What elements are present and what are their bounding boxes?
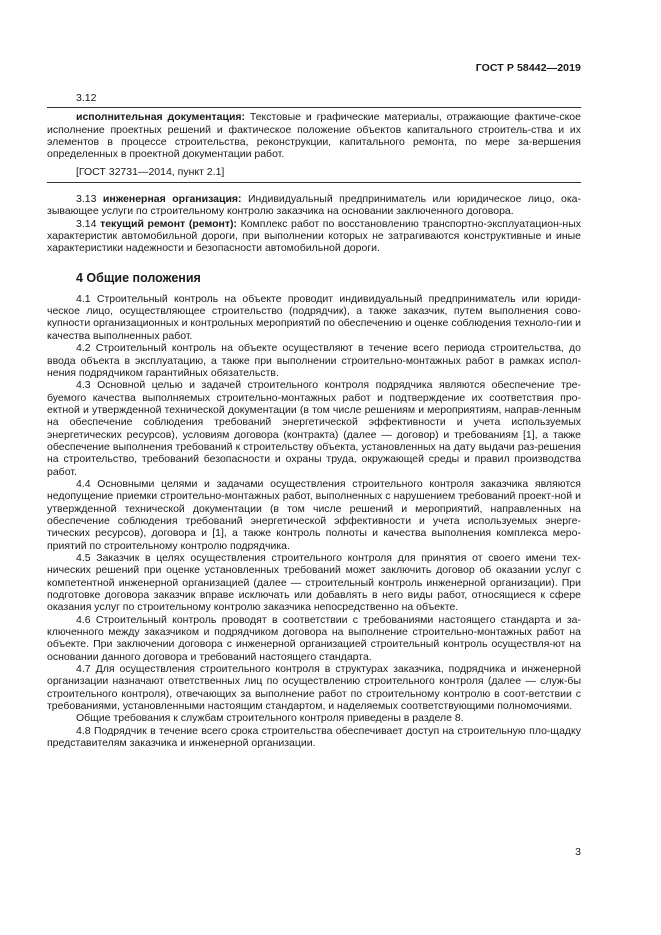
term-3-12-reference: [ГОСТ 32731—2014, пункт 2.1] [76,165,225,178]
term-3-14-text: Комплекс работ по восстановлению транспортно-эксплуатацион-ных характеристик автомобильной дороги, при выполнении которых не затрагиваются конструктивные и иные характеристики надежности и безопасности автомобильной дороги. [47,217,581,255]
paragraph-4-3: 4.3 Основной целью и задачей строительного контроля подрядчика являются обеспечение тре-буемого качества выполняемых строительно-монтажных работ и подтверждение их соответствия про-ектной и утвержденной технической документации (в том числе решениям и мероприятиям, направ-ленным на обеспечение соблюдения требований энергетической эффективности и учета используемых энергетических ресурсов), условиям договора (контракта) (далее — договор) и требованиям [1], а также обеспечение выполнения требований к строительству объекта, установленных на дату выдачи раз-решения на строительство, требований безопасности и охраны труда, окружающей среды и правил производства работ. [47,379,581,478]
paragraph-4-7-note: Общие требования к службам строительного контроля приведены в разделе 8. [76,712,464,725]
term-3-14 [47,218,581,255]
term-3-13-text: Индивидуальный предприниматель или юридическое лицо, ока-зывающее услуги по строительному контролю заказчика на основании заключенного договора. [47,193,581,218]
paragraph-4-6: 4.6 Строительный контроль проводят в соответствии с требованиями настоящего стандарта и за-ключенного между заказчиком и подрядчиком договора на выполнение строительно-монтажных работ на объекте. При заключении договора с инженерной организацией строительный контроль осуществля-ют на основании данного договора и требований настоящего стандарта. [47,613,581,663]
term-3-12-text: Текстовые и графические материалы, отражающие фактиче-ское исполнение проектных решений и фактическое положение объектов капитального строитель-ства и их элементов в процессе строительства, реконструкции, капитального ремонта, по мере за-вершения определенных в проектной документации работ. [47,111,581,161]
section-title: 4 Общие положения [76,270,201,285]
term-3-13-number: 3.13 [76,193,103,206]
paragraph-4-1: 4.1 Строительный контроль на объекте проводит индивидуальный предприниматель или юриди-ческое лицо, осуществляющее строительство (подрядчик), а также заказчик, путем выполнения сово-купности организационных и контрольных мероприятий по обеспечению и оценке соблюдения техноло-гии и качества выполненных работ. [47,292,581,342]
term-3-12-number: 3.12 [76,92,97,104]
paragraph-4-5: 4.5 Заказчик в целях осуществления строительного контроля для принятия от своего имени тех-нических решений при оценке установленных требований может заключить договор об оказании услуг с компетентной инженерной организацией (далее — строительный контроль инженерной организации). При подготовке договора заказчик вправе исключать или добавлять в него виды работ, относящиеся к сфере оказания услуг по строительному контролю заказчика непосредственно на объекте. [47,552,581,614]
page-content [47,92,581,750]
term-3-13 [47,193,581,218]
term-3-12-box [47,107,581,183]
document-code: ГОСТ Р 58442—2019 [475,62,581,74]
page-number: 3 [575,846,581,858]
paragraph-4-2: 4.2 Строительный контроль на объекте осуществляют в течение всего периода строительства, до ввода объекта в эксплуатацию, а также при выполнении строительно-монтажных работ в рамках испол-нения подрядчиком гарантийных обязательств. [47,342,581,379]
term-3-13-term: инженерная организация: [102,193,242,206]
paragraph-4-8: 4.8 Подрядчик в течение всего срока строительства обеспечивает доступ на строительную пло-щадку представителям заказчика и инженерной организации. [47,724,581,750]
paragraph-4-7: 4.7 Для осуществления строительного контроля в структурах заказчика, подрядчика и инженерной организации назначают ответственных лиц по осуществлению строительного контроля (далее — служ-бы строительного контроля), отвечающих за выполнение работ по строительному контролю в соот-ветствии с требованиями, установленными настоящим стандартом, и наделяемых соответствующими полномочиями. [47,663,581,713]
term-3-12-term: исполнительная документация: [76,111,246,124]
term-3-14-term: текущий ремонт (ремонт): [100,217,237,230]
term-3-12-definition [47,111,581,160]
term-3-14-number: 3.14 [76,217,101,230]
paragraph-4-4: 4.4 Основными целями и задачами осуществления строительного контроля заказчика являются недопущение приемки строительно-монтажных работ, выполненных с нарушением требований проект-ной и утвержденной технической документации (в том числе решений и мероприятий, направленных на обеспечение соблюдения требований энергетической эффективности и учета используемых энерге-тических ресурсов), договора и [1], а также контроль полноты и качества выполнения комплекса меро-приятий по строительному контролю подрядчика. [47,477,581,552]
